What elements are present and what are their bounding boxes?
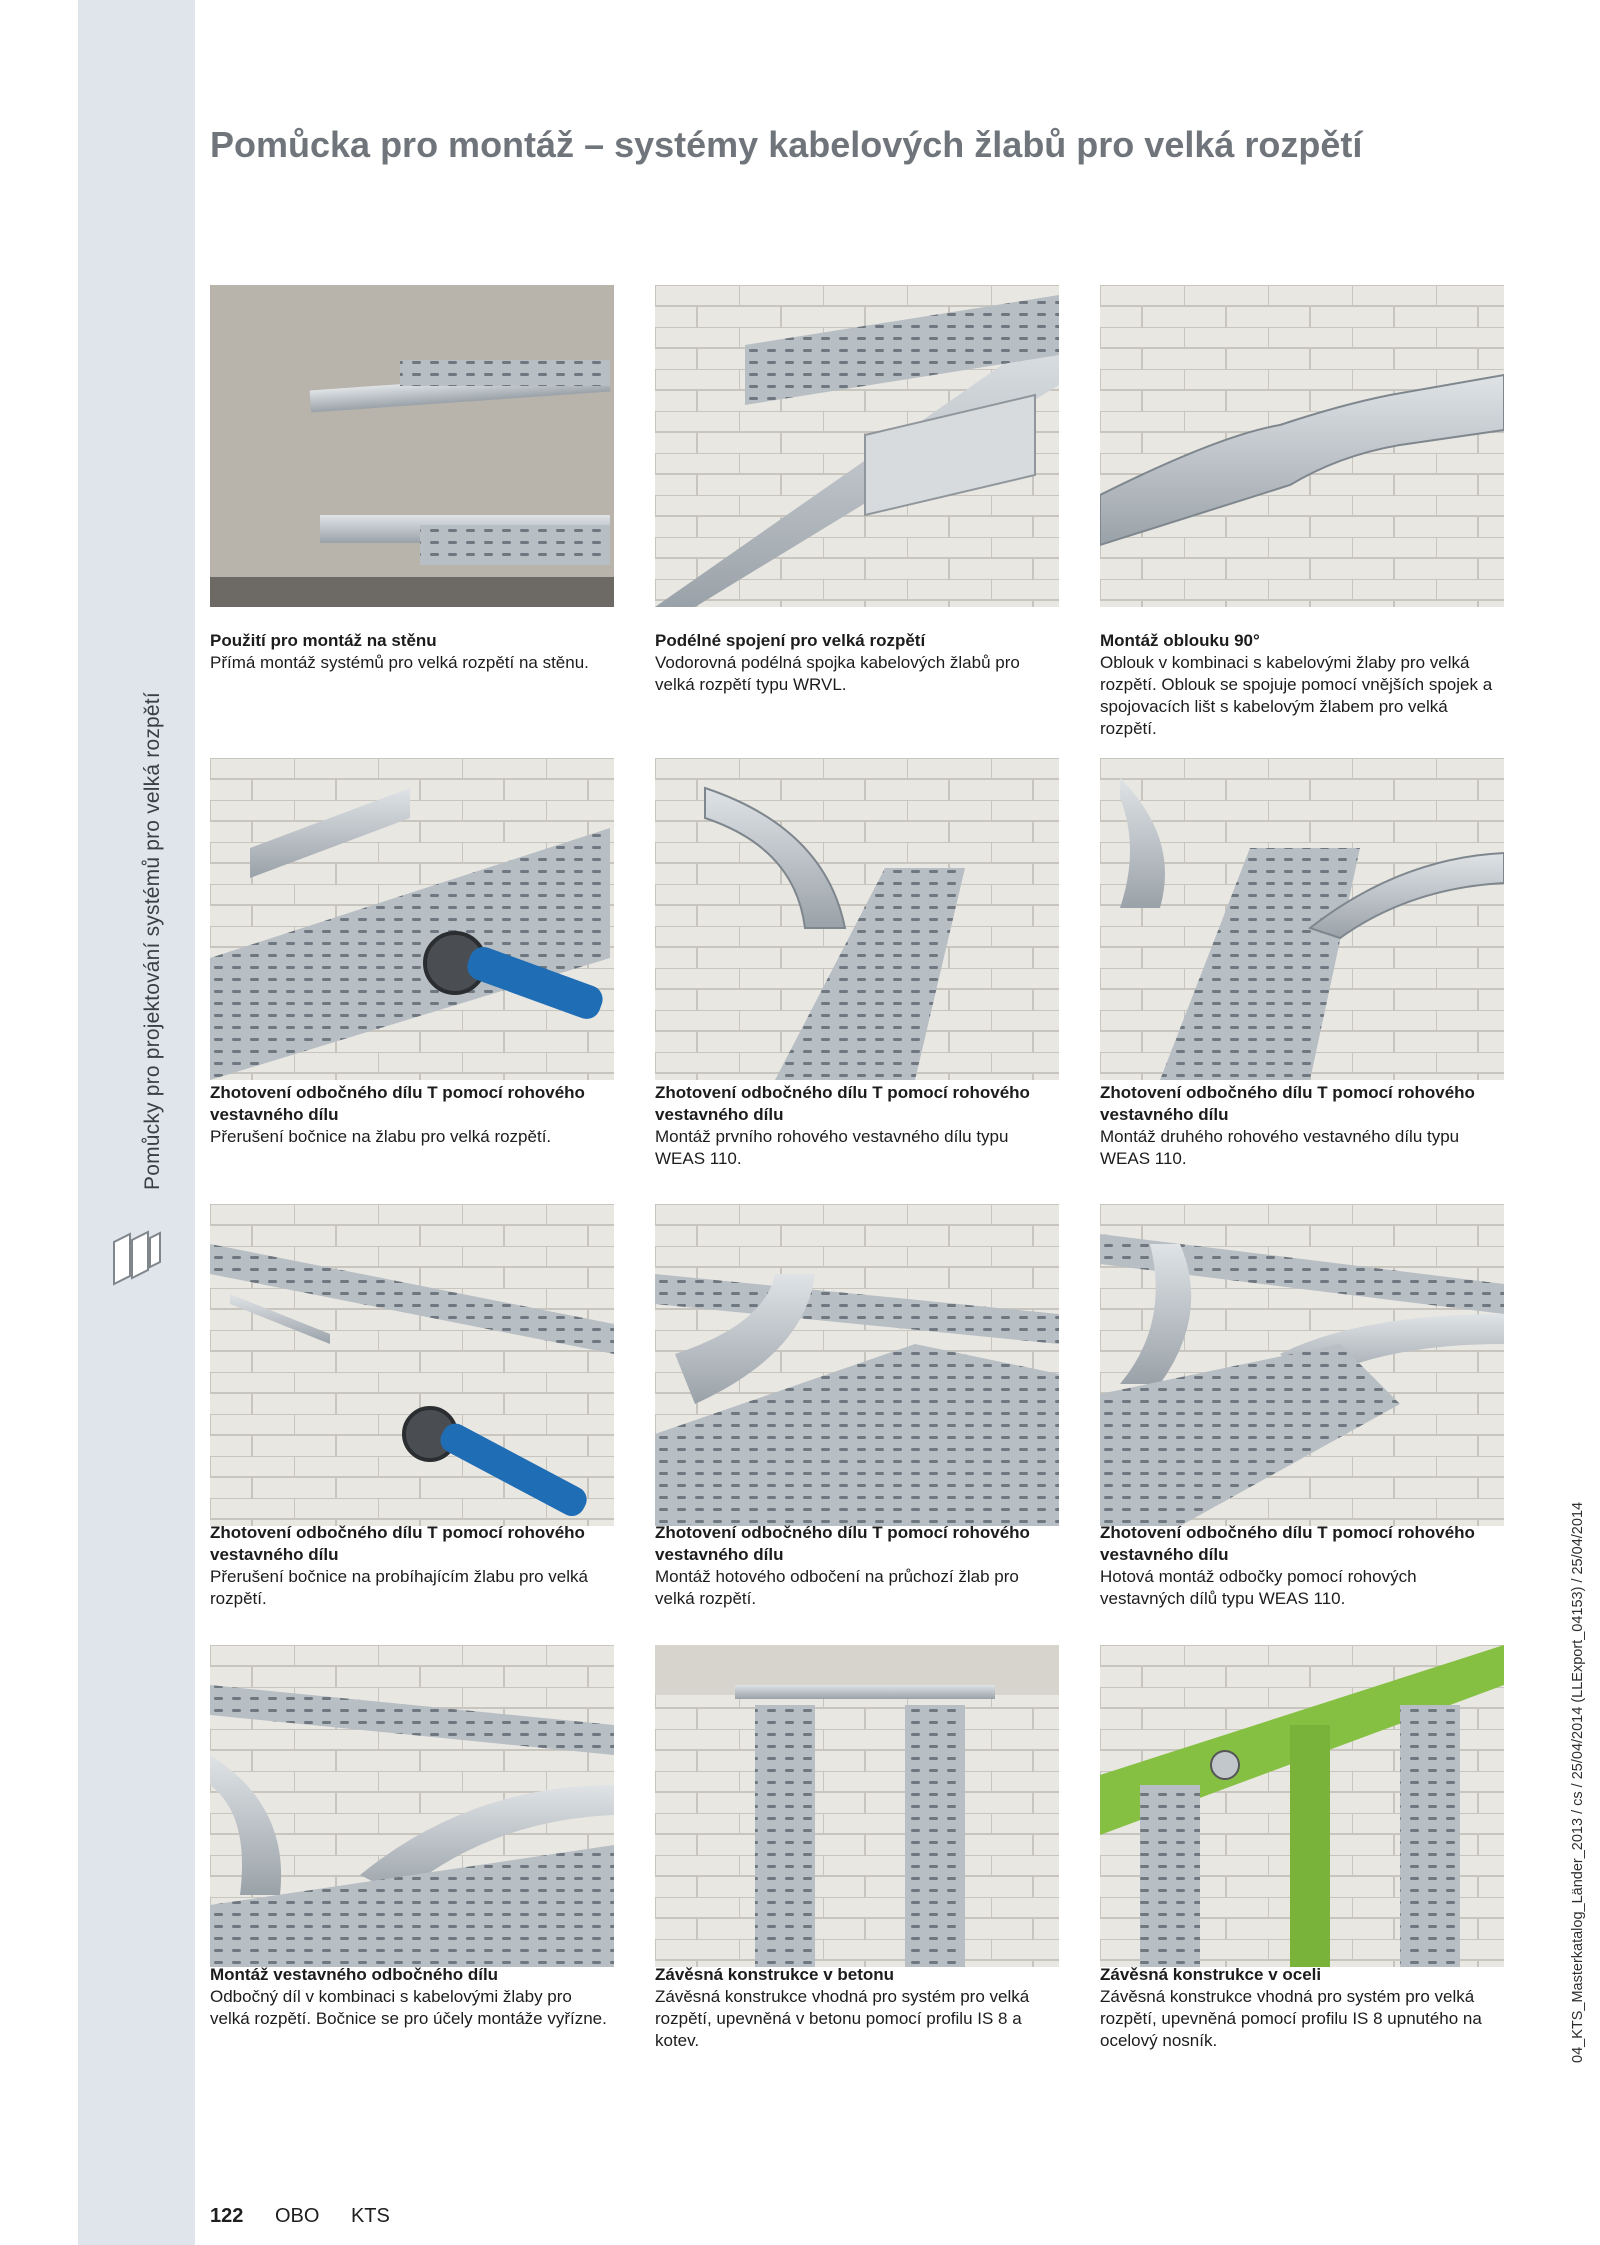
- document-meta: 04_KTS_Masterkatalog_Länder_2013 / cs / 25/04/2014 (LLExport_04153) / 25/04/2014: [1570, 1501, 1586, 2063]
- footer-section: KTS: [350, 2205, 390, 2227]
- caption-text: Přerušení bočnice na probíhajícím žlabu pro velká rozpětí.: [210, 1567, 588, 1608]
- caption-title: Závěsná konstrukce v oceli: [1100, 1965, 1322, 1984]
- bend-photo: [1100, 285, 1504, 607]
- side-strip: [78, 0, 195, 2245]
- caption-text: Přímá montáž systémů pro velká rozpětí na stěnu.: [210, 653, 589, 672]
- caption-title: Zhotovení odbočného dílu T pomocí rohového vestavného dílu: [655, 1083, 1030, 1124]
- caption: [210, 630, 615, 674]
- steel-beam-hanger-photo: [1100, 1645, 1504, 1967]
- caption: [1100, 1082, 1505, 1170]
- caption-text: Hotová montáž odbočky pomocí rohových vestavných dílů typu WEAS 110.: [1100, 1567, 1417, 1608]
- caption: [210, 1964, 615, 2030]
- first-corner-piece-photo: [655, 758, 1059, 1080]
- caption-text: Vodorovná podélná spojka kabelových žlabů pro velká rozpětí typu WRVL.: [655, 653, 1020, 694]
- caption-title: Montáž oblouku 90°: [1100, 631, 1260, 650]
- caption: [655, 1082, 1060, 1170]
- page-number: 122: [210, 2205, 244, 2227]
- caption: [655, 630, 1060, 696]
- caption-text: Oblouk v kombinaci s kabelovými žlaby pro velká rozpětí. Oblouk se spojuje pomocí vnějších spojek a spojovacích lišt s kabelovým žlabem pro velká rozpětí.: [1100, 653, 1493, 738]
- caption-text: Montáž druhého rohového vestavného dílu typu WEAS 110.: [1100, 1127, 1460, 1168]
- caption-text: Odbočný díl v kombinaci s kabelovými žlaby pro velká rozpětí. Bočnice se pro účely montáže vyřízne.: [210, 1987, 607, 2028]
- caption-title: Závěsná konstrukce v betonu: [655, 1965, 895, 1984]
- tee-mounted-photo: [655, 1204, 1059, 1526]
- page-title: Pomůcka pro montáž – systémy kabelových žlabů pro velká rozpětí: [210, 124, 1363, 165]
- caption-text: Závěsná konstrukce vhodná pro systém pro velká rozpětí, upevněná v betonu pomocí profilu IS 8 a kotev.: [655, 1987, 1030, 2050]
- branch-piece-photo: [210, 1645, 614, 1967]
- caption-title: Použití pro montáž na stěnu: [210, 631, 437, 650]
- caption: [210, 1522, 615, 1610]
- caption: [655, 1964, 1060, 2052]
- side-section-label: Pomůcky pro projektování systémů pro velká rozpětí: [141, 692, 164, 1190]
- caption-text: Montáž hotového odbočení na průchozí žlab pro velká rozpětí.: [655, 1567, 1019, 1608]
- grinder-through-tray-photo: [210, 1204, 614, 1526]
- caption-text: Závěsná konstrukce vhodná pro systém pro velká rozpětí, upevněná pomocí profilu IS 8 upnutého na ocelový nosník.: [1100, 1987, 1482, 2050]
- caption-title: Montáž vestavného odbočného dílu: [210, 1965, 499, 1984]
- wall-bracket-photo: [210, 285, 614, 607]
- caption-text: Přerušení bočnice na žlabu pro velká rozpětí.: [210, 1127, 552, 1146]
- second-corner-piece-photo: [1100, 758, 1504, 1080]
- caption-title: Podélné spojení pro velká rozpětí: [655, 631, 926, 650]
- obo-logo-icon: [108, 1228, 164, 1286]
- caption: [210, 1082, 615, 1148]
- caption-title: Zhotovení odbočného dílu T pomocí rohového vestavného dílu: [1100, 1083, 1475, 1124]
- finished-tee-photo: [1100, 1204, 1504, 1526]
- caption: [1100, 630, 1505, 740]
- caption-text: Montáž prvního rohového vestavného dílu typu WEAS 110.: [655, 1127, 1009, 1168]
- footer-brand: OBO: [274, 2205, 320, 2227]
- page-footer: [210, 2205, 390, 2228]
- caption: [655, 1522, 1060, 1610]
- caption-title: Zhotovení odbočného dílu T pomocí rohového vestavného dílu: [655, 1523, 1030, 1564]
- caption-title: Zhotovení odbočného dílu T pomocí rohového vestavného dílu: [210, 1083, 585, 1124]
- caption: [1100, 1964, 1505, 2052]
- ceiling-hanger-photo: [655, 1645, 1059, 1967]
- caption-title: Zhotovení odbočného dílu T pomocí rohového vestavného dílu: [1100, 1523, 1475, 1564]
- angle-grinder-photo: [210, 758, 614, 1080]
- caption: [1100, 1522, 1505, 1610]
- caption-title: Zhotovení odbočného dílu T pomocí rohového vestavného dílu: [210, 1523, 585, 1564]
- longitudinal-connector-photo: [655, 285, 1059, 607]
